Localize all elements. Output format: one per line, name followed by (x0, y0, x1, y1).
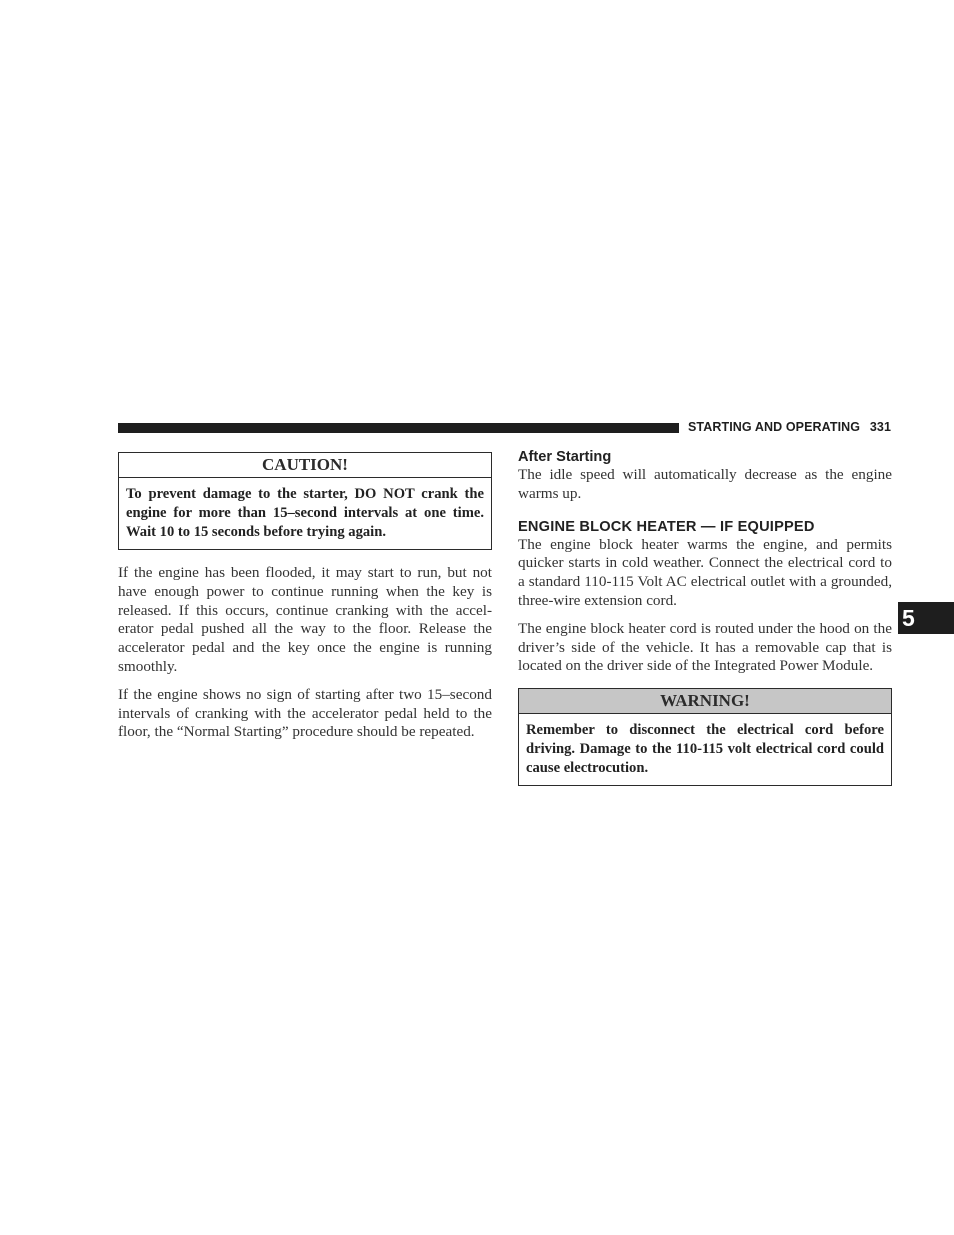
block-heater-paragraph-1: The engine block heater warms the engine, and permits quicker starts in cold weather. Connect the electrical cord to a standard 110-115 Volt AC electrical outlet with a grounded, three-wire extension cord. (518, 535, 892, 609)
caution-text: To prevent damage to the starter, DO NOT crank the engine for more than 15–second intervals at one time. Wait 10 to 15 seconds before trying again. (126, 486, 484, 540)
no-start-paragraph: If the engine shows no sign of starting after two 15–second intervals of cranking with the accelerator pedal held to the floor, the “Normal Starting” procedure should be repeated. (118, 685, 492, 741)
warning-box (518, 688, 892, 786)
right-column (518, 448, 892, 786)
left-column (118, 452, 492, 742)
caution-box (118, 452, 492, 550)
after-starting-heading: After Starting (518, 449, 612, 465)
block-heater-paragraph-2: The engine block heater cord is routed under the hood on the driver’s side of the vehicle. It has a removable cap that is located on the driver side of the Integrated Power Module. (518, 619, 892, 675)
warning-text: Remember to disconnect the electrical cord before driving. Damage to the 110-115 volt electrical cord could cause electrocution. (526, 722, 884, 777)
flooded-engine-paragraph: If the engine has been flooded, it may start to run, but not have enough power to continue running when the key is released. If this occurs, continue cranking with the accelerator pedal pushed all the way to the floor. Release the accelerator pedal and the key once the engine is running smoothly. (118, 564, 492, 675)
header-rule (118, 423, 679, 433)
engine-block-heater-heading: ENGINE BLOCK HEATER — IF EQUIPPED (518, 518, 815, 535)
section-title: STARTING AND OPERATING (688, 420, 861, 434)
page-number: 331 (869, 420, 891, 434)
warning-title: WARNING! (519, 689, 891, 714)
caution-title: CAUTION! (119, 453, 491, 478)
after-starting-text: The idle speed will automatically decrease as the engine warms up. (518, 466, 892, 502)
chapter-tab: 5 (898, 602, 954, 634)
running-header (688, 420, 891, 434)
